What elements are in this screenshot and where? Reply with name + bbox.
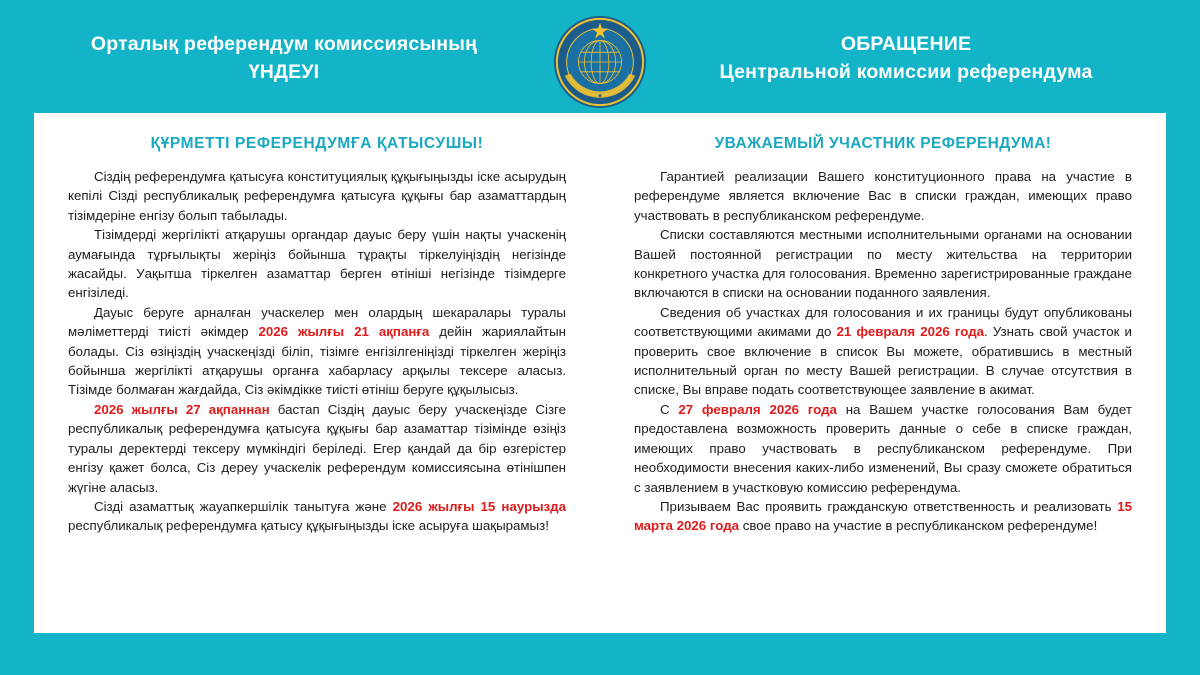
text-run: дейін жариялайтын болады. Сіз өзіңіздің учаскеңізді біліп, тізімге енгізілгеніңізді тіркелген жеріңіз бойынша жергілікті атқарушы органға хабарласу арқылы тексере аласыз. Тізімде болмаған жағдайда, Сіз әкімдікке тиісті өтініш беруге құқылысыз. [68, 324, 566, 398]
highlighted-date: 2026 жылғы 21 ақпанға [258, 324, 430, 340]
header-title-kazakh-line1: Орталық референдум комиссиясының [90, 33, 478, 55]
text-run: Сведения об участках для голосования и их границы будут опубликованы соответствующими акимами до [634, 304, 1132, 340]
header-title-kazakh [34, 30, 534, 86]
header-title-russian-line2: Центральной комиссии референдума [719, 61, 1093, 83]
highlighted-date: 2026 жылғы 27 ақпаннан [94, 401, 270, 417]
paragraph [68, 225, 566, 303]
header-band [0, 0, 1200, 113]
text-run: на Вашем участке голосования Вам будет предоставлена возможность проверить данные о себе в списке граждан, имеющих право участвовать в республиканском референдуме. При необходимости внесения каких-либо изменений, Вы сразу сможете обратиться с заявлением в участковую комиссию референдума. [634, 401, 1132, 495]
highlighted-date: 2026 жылғы 15 наурызда [392, 498, 566, 514]
column-title-kazakh: ҚҰРМЕТТІ РЕФЕРЕНДУМҒА ҚАТЫСУШЫ! [150, 135, 484, 152]
column-russian [600, 113, 1166, 633]
paragraph [68, 303, 566, 400]
paragraph [634, 225, 1132, 303]
paragraph [634, 167, 1132, 225]
paragraph [634, 497, 1132, 536]
paragraph [68, 497, 566, 536]
text-run: бастап Сіздің дауыс беру учаскеңізде Сізге республикалық референдумға қатысуға құқығы бар азаматтар тізімінде өзіңіз туралы деректерді тексеру мүмкіндігі беріледі. Егер қандай да бір өзгерістер енгізу қажет болса, Сіз дереу учаскелік референдум комиссиясына өтінішпен жүгіне аласыз. [68, 401, 566, 495]
text-run: республикалық референдумға қатысу құқығыңызды іске асыруға шақырамыз! [68, 518, 549, 534]
column-title-russian: УВАЖАЕМЫЙ УЧАСТНИК РЕФЕРЕНДУМА! [714, 135, 1052, 152]
text-run: . Узнать свой участок и проверить свое включение в список Вы можете, обратившись в местный исполнительный орган по месту Вашей регистрации. В случае отсутствия в списке, Вы вправе подать соответствующее заявление в акимат. [634, 324, 1132, 398]
footer-band [0, 633, 1200, 675]
column-kazakh [34, 113, 600, 633]
svg-text:★: ★ [597, 93, 603, 100]
text-run: Списки составляются местными исполнительными органами на основании Вашей постоянной регистрации по месту жительства на территории конкретного участка для голосования. Временно зарегистрированные граждане включаются в списки на основании поданного заявления. [634, 227, 1132, 301]
text-run: Тізімдерді жергілікті атқарушы органдар дауыс беру үшін нақты учаскенің аумағында тұрғылықты жеріңіз бойынша тұрақты тіркелуіңіздің негізінде жасайды. Уақытша тіркелген азаматтар берген өтініші негізінде тізімдерге енгізіледі. [68, 227, 566, 301]
paragraph [634, 400, 1132, 497]
text-run: С [660, 401, 679, 417]
text-run: Сіздің референдумға қатысуға конституциялық құқығыңызды іске асырудың кепілі Сізді республикалық референдумға қатысуға құқығы бар азаматтардың тізімдеріне енгізу болып табылады. [68, 169, 566, 223]
highlighted-date: 15 марта 2026 года [634, 498, 1132, 534]
highlighted-date: 27 февраля 2026 года [678, 401, 837, 417]
text-run: Дауыс беруге арналған учаскелер мен олардың шекаралары туралы мәліметтерді тиісті әкімдер [68, 304, 566, 340]
content-area [34, 113, 1166, 633]
text-run: Сізді азаматтық жауапкершілік танытуға және [94, 498, 393, 514]
column-body-russian [634, 167, 1132, 536]
header-title-russian [646, 30, 1166, 86]
state-emblem-icon [551, 13, 649, 111]
text-run: свое право на участие в республиканском референдуме! [739, 518, 1098, 534]
header-title-kazakh-line2: ҮНДЕУІ [248, 61, 320, 83]
right-side-bar [1166, 0, 1200, 675]
column-body-kazakh [68, 167, 566, 536]
text-run: Призываем Вас проявить гражданскую ответственность и реализовать [660, 498, 1118, 514]
paragraph [68, 167, 566, 225]
paragraph [68, 400, 566, 497]
paragraph [634, 303, 1132, 400]
highlighted-date: 21 февраля 2026 года [836, 324, 985, 340]
left-side-bar [0, 0, 34, 675]
text-run: Гарантией реализации Вашего конституционного права на участие в референдуме является включение Вас в списки граждан, имеющих право участвовать в республиканском референдуме. [634, 169, 1132, 223]
header-title-russian-line1: ОБРАЩЕНИЕ [840, 33, 972, 55]
